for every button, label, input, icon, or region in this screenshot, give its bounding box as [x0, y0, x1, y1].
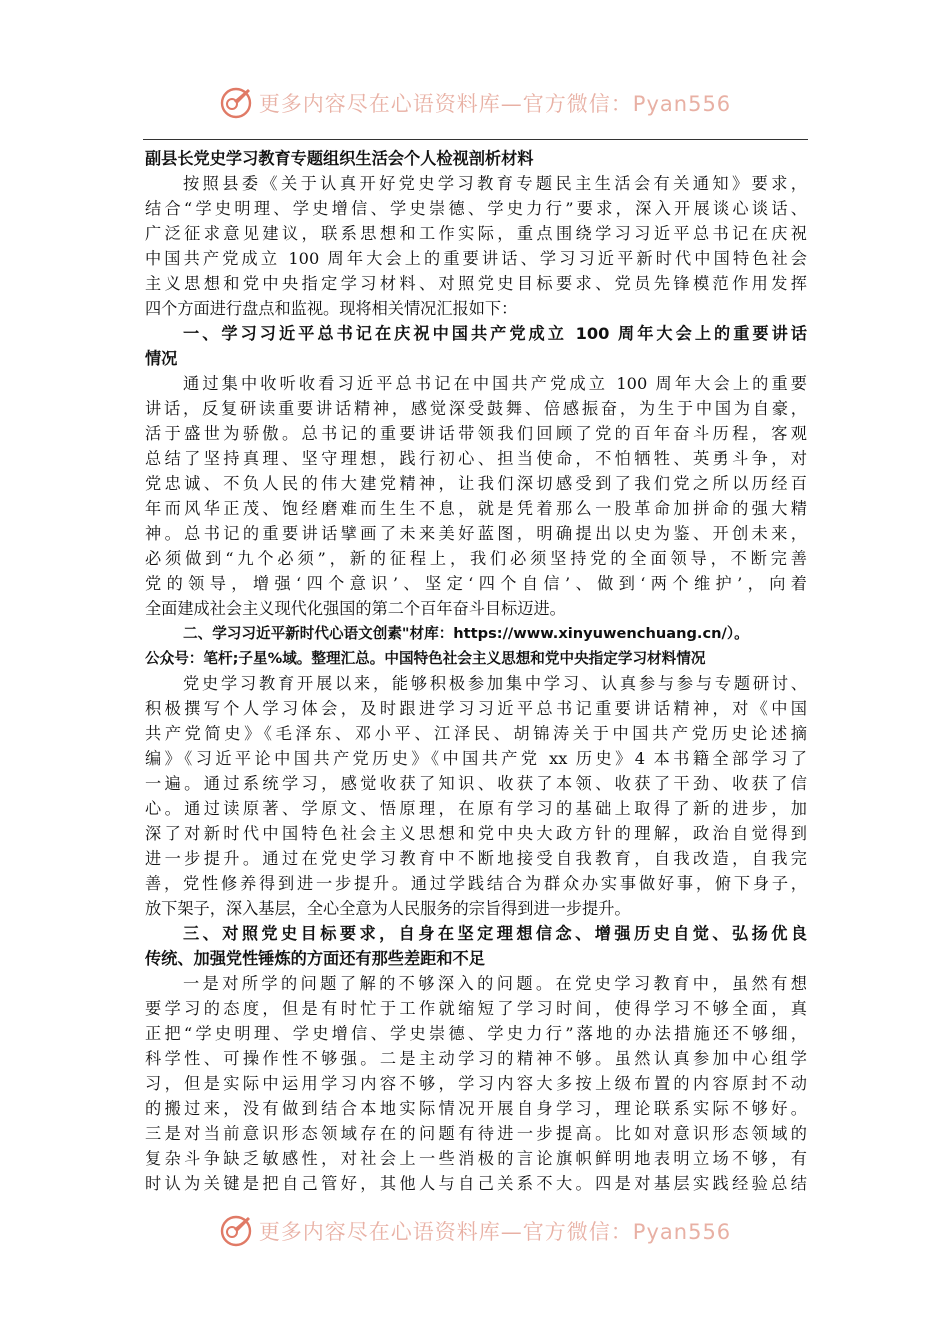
paragraph-line: 中国共产党成立 100 周年大会上的重要讲话、学习习近平新时代中国特色社会: [145, 249, 807, 268]
header-divider: [143, 139, 808, 140]
paragraph-line: 党的领导，增强‘四个意识’、坚定‘四个自信’、做到‘两个维护’，向着: [145, 574, 807, 593]
watermark-text: 更多内容尽在心语资料库—官方微信：Pyan556: [258, 1220, 732, 1244]
paragraph-line: 放下架子，深入基层，全心全意为人民服务的宗旨得到进一步提升。: [145, 899, 631, 918]
paragraph-line: 必须做到“九个必须”，新的征程上，我们必须坚持党的全面领导，不断完善: [145, 549, 807, 568]
paragraph-line: 善，党性修养得到进一步提升。通过学践结合为群众办实事做好事，俯下身子，: [145, 874, 807, 893]
paragraph-line: 按照县委《关于认真开好党史学习教育专题民主生活会有关通知》要求，: [183, 174, 807, 193]
watermark-text: 更多内容尽在心语资料库—官方微信：Pyan556: [258, 92, 732, 116]
footer-watermark-banner: [0, 1208, 950, 1254]
paragraph-line: 主义思想和党中央指定学习材料、对照党史目标要求、党员先锋模范作用发挥: [145, 274, 807, 293]
paragraph-line: 一遍。通过系统学习，感觉收获了知识、收获了本领、收获了干劲、收获了信: [145, 774, 807, 793]
paragraph-line: 要学习的态度，但是有时忙于工作就缩短了学习时间，使得学习不够全面，真: [145, 999, 807, 1018]
document-title: 副县长党史学习教育专题组织生活会个人检视剖析材料: [145, 149, 534, 168]
paragraph-line: 三是对当前意识形态领域存在的问题有待进一步提高。比如对意识形态领域的: [145, 1124, 807, 1143]
paragraph-line: 全面建成社会主义现代化强国的第二个百年奋斗目标迈进。: [145, 599, 566, 618]
paragraph-line: 积极撰写个人学习体会，及时跟进学习习近平总书记重要讲话精神，对《中国: [145, 699, 807, 718]
header-watermark-banner: [0, 80, 950, 126]
paragraph-line: 深了对新时代中国特色社会主义思想和党中央大政方针的理解，政治自觉得到: [145, 824, 807, 843]
paragraph-line: 神。总书记的重要讲话擘画了未来美好蓝图，明确提出以史为鉴、开创未来，: [145, 524, 807, 543]
section-heading: 三、对照党史目标要求，自身在坚定理想信念、增强历史自觉、弘扬优良: [183, 924, 807, 943]
paragraph-line: 广泛征求意见建议，联系思想和工作实际，重点围绕学习习近平总书记在庆祝: [145, 224, 807, 243]
paragraph-line: 讲话，反复研读重要讲话精神，感觉深受鼓舞、倍感振奋，为生于中国为自豪，: [145, 399, 807, 418]
paragraph-line: 党史学习教育开展以来，能够积极参加集中学习、认真参与参与专题研讨、: [183, 674, 807, 693]
section-heading: 情况: [145, 349, 178, 368]
section-heading: 二、学习习近平新时代心语文创素"材库：https://www.xinyuwenchuang.cn/）。: [183, 625, 749, 642]
paragraph-line: 正把“学史明理、学史增信、学史崇德、学史力行”落地的办法措施还不够细，: [145, 1024, 807, 1043]
section-heading: 传统、加强党性锤炼的方面还有那些差距和不足: [145, 949, 485, 968]
paragraph-line: 活于盛世为骄傲。总书记的重要讲话带领我们回顾了党的百年奋斗历程，客观: [145, 424, 807, 443]
paragraph-line: 科学性、可操作性不够强。二是主动学习的精神不够。虽然认真参加中心组学: [145, 1049, 807, 1068]
paragraph-line: 的搬过来，没有做到结合本地实际情况开展自身学习，理论联系实际不够好。: [145, 1099, 807, 1118]
pen-circle-icon: [219, 86, 253, 120]
pen-circle-icon: [219, 1214, 253, 1248]
paragraph-line: 习，但是实际中运用学习内容不够，学习内容大多按上级布置的内容原封不动: [145, 1074, 807, 1093]
paragraph-line: 总结了坚持真理、坚守理想，践行初心、担当使命，不怕牺牲、英勇斗争，对: [145, 449, 807, 468]
document-body: [145, 146, 807, 1196]
paragraph-line: 年而风华正茂、饱经磨难而生生不息，就是凭着那么一股革命加拼命的强大精: [145, 499, 807, 518]
paragraph-line: 一是对所学的问题了解的不够深入的问题。在党史学习教育中，虽然有想: [183, 974, 807, 993]
paragraph-line: 进一步提升。通过在党史学习教育中不断地接受自我教育，自我改造，自我完: [145, 849, 807, 868]
paragraph-line: 四个方面进行盘点和监视。现将相关情况汇报如下：: [145, 299, 518, 318]
paragraph-line: 结合“学史明理、学史增信、学史崇德、学史力行”要求，深入开展谈心谈话、: [145, 199, 807, 218]
paragraph-line: 编》《习近平论中国共产党历史》《中国共产党 xx 历史》4 本书籍全部学习了: [145, 749, 807, 768]
section-heading: 公众号：笔杆;子星%域。整理汇总。中国特色社会主义思想和党中央指定学习材料情况: [145, 650, 706, 667]
paragraph-line: 复杂斗争缺乏敏感性，对社会上一些消极的言论旗帜鲜明地表明立场不够，有: [145, 1149, 807, 1168]
paragraph-line: 通过集中收听收看习近平总书记在中国共产党成立 100 周年大会上的重要: [183, 374, 807, 393]
paragraph-line: 共产党简史》《毛泽东、邓小平、江泽民、胡锦涛关于中国共产党历史论述摘: [145, 724, 807, 743]
paragraph-line: 党忠诚、不负人民的伟大建党精神，让我们深切感受到了我们党之所以历经百: [145, 474, 807, 493]
paragraph-line: 心。通过读原著、学原文、悟原理，在原有学习的基础上取得了新的进步，加: [145, 799, 807, 818]
paragraph-line: 时认为关键是把自己管好，其他人与自己关系不大。四是对基层实践经验总结: [145, 1174, 807, 1193]
section-heading: 一、学习习近平总书记在庆祝中国共产党成立 100 周年大会上的重要讲话: [183, 324, 807, 343]
